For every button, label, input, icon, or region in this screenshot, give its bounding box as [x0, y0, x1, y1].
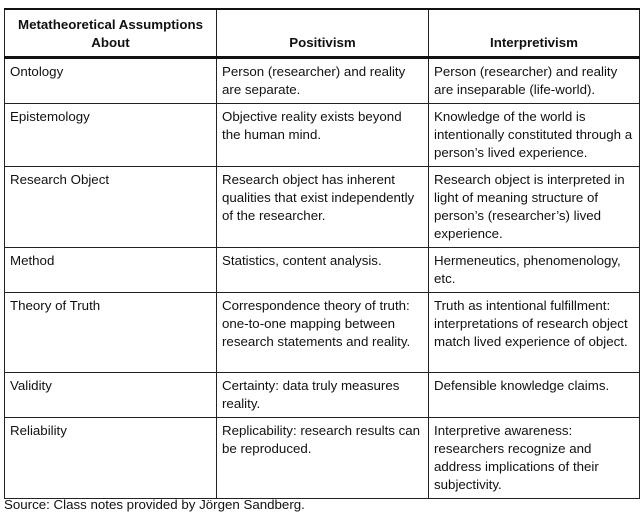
interpretivism-cell: Research object is interpreted in light of meaning structure of person’s (researcher’s) lived experience. [429, 167, 640, 248]
interpretivism-cell: Person (researcher) and reality are inseparable (life-world). [429, 58, 640, 104]
positivism-cell: Objective reality exists beyond the human mind. [217, 104, 429, 167]
assumption-cell: Epistemology [5, 104, 217, 167]
interpretivism-cell: Hermeneutics, phenomenology, etc. [429, 248, 640, 293]
header-interpretivism: Interpretivism [429, 9, 640, 58]
interpretivism-cell: Knowledge of the world is intentionally constituted through a person’s lived experience. [429, 104, 640, 167]
interpretivism-cell: Truth as intentional fulfillment: interpretations of research object match lived experience of object. [429, 293, 640, 373]
assumption-cell: Theory of Truth [5, 293, 217, 373]
assumption-cell: Validity [5, 373, 217, 418]
header-positivism: Positivism [217, 9, 429, 58]
comparison-table [4, 8, 640, 499]
positivism-cell: Certainty: data truly measures reality. [217, 373, 429, 418]
assumption-cell: Method [5, 248, 217, 293]
table-row [5, 104, 640, 167]
positivism-cell: Correspondence theory of truth: one-to-one mapping between research statements and reality. [217, 293, 429, 373]
positivism-cell: Statistics, content analysis. [217, 248, 429, 293]
table-row [5, 373, 640, 418]
header-row [5, 9, 640, 58]
interpretivism-cell: Interpretive awareness: researchers recognize and address implications of their subjectivity. [429, 418, 640, 499]
positivism-cell: Person (researcher) and reality are separate. [217, 58, 429, 104]
table-row [5, 248, 640, 293]
assumption-cell: Research Object [5, 167, 217, 248]
assumption-cell: Reliability [5, 418, 217, 499]
table-row [5, 418, 640, 499]
table-row [5, 58, 640, 104]
positivism-cell: Research object has inherent qualities that exist independently of the researcher. [217, 167, 429, 248]
interpretivism-cell: Defensible knowledge claims. [429, 373, 640, 418]
table-row [5, 293, 640, 373]
positivism-cell: Replicability: research results can be reproduced. [217, 418, 429, 499]
source-note: Source: Class notes provided by Jörgen Sandberg. [4, 497, 305, 512]
table-row [5, 167, 640, 248]
assumption-cell: Ontology [5, 58, 217, 104]
header-assumptions: Metatheoretical Assumptions About [5, 9, 217, 58]
